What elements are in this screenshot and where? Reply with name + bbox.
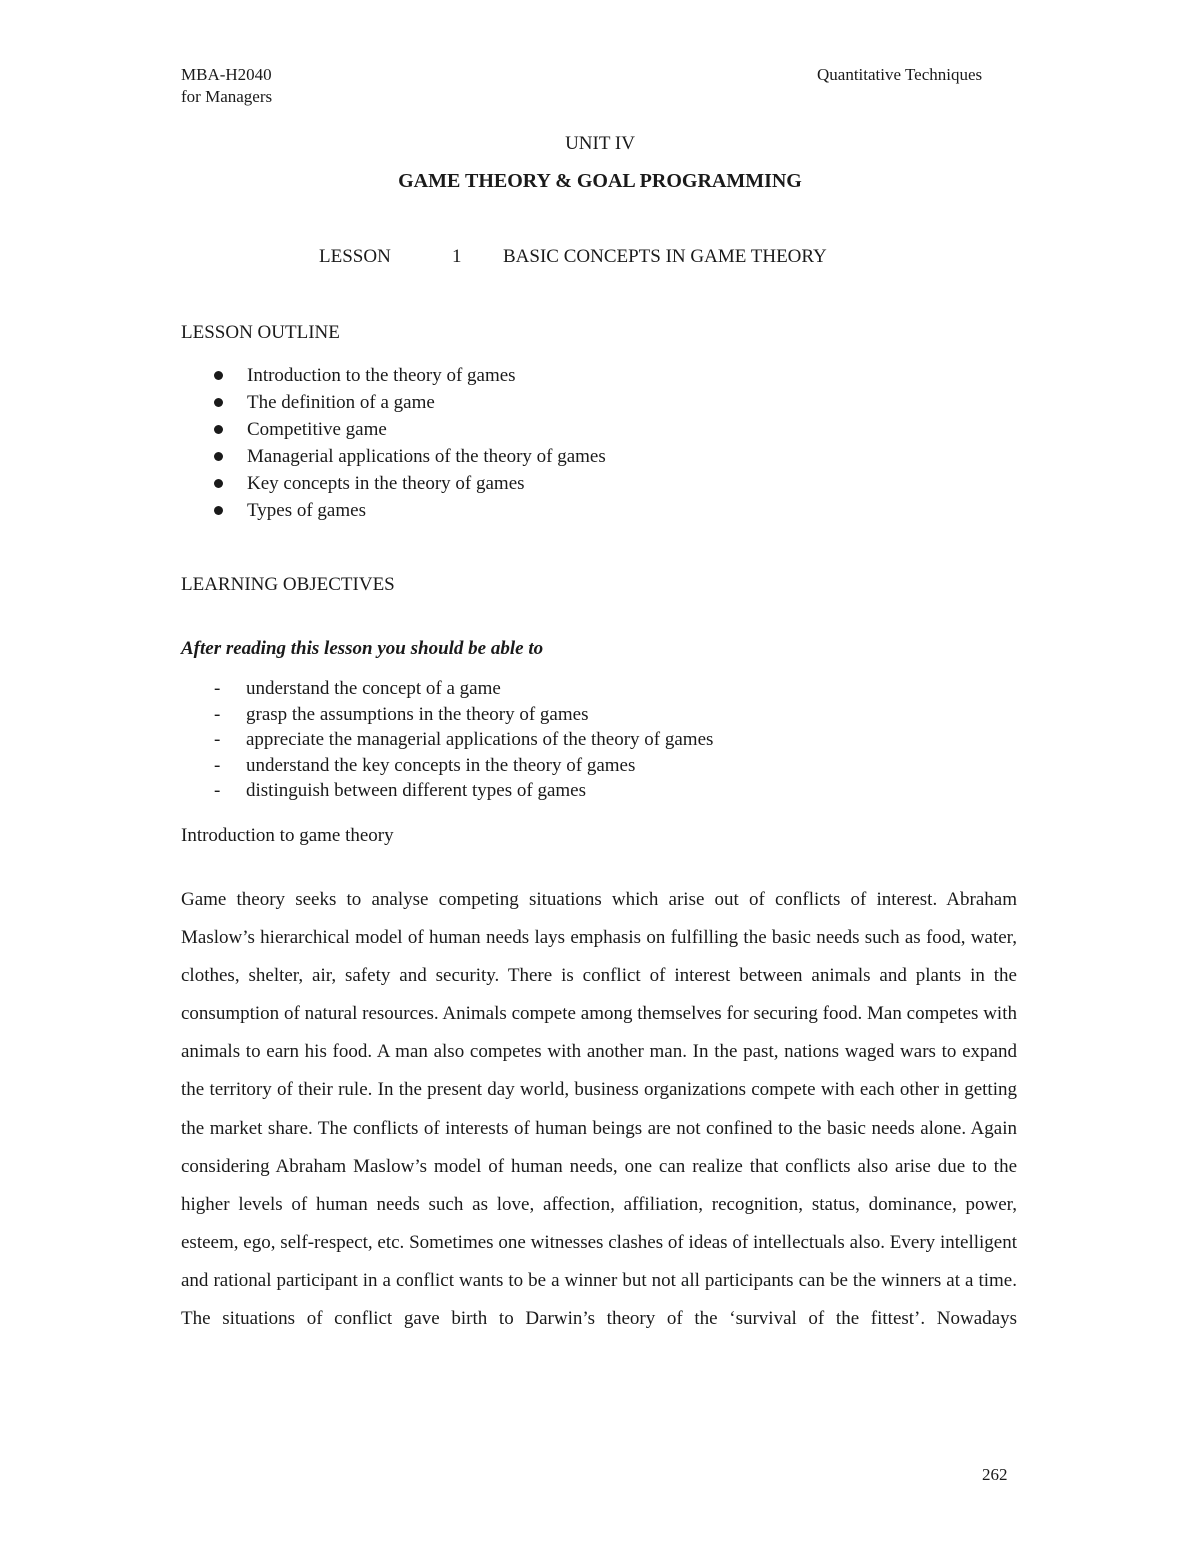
outline-item: [212, 470, 606, 497]
outline-item-text: The definition of a game: [247, 392, 435, 413]
outline-item-text: Competitive game: [247, 419, 387, 440]
dash-icon: -: [214, 703, 221, 725]
dash-icon: -: [214, 754, 221, 776]
introduction-heading: Introduction to game theory: [181, 825, 394, 846]
page-number: 262: [982, 1465, 1008, 1484]
course-title: Quantitative Techniques: [817, 65, 983, 84]
outline-list: [212, 362, 606, 524]
objective-item: [212, 753, 713, 779]
outline-item-text: Introduction to the theory of games: [247, 365, 516, 386]
outline-item-text: Managerial applications of the theory of games: [247, 446, 606, 467]
lesson-title: BASIC CONCEPTS IN GAME THEORY: [503, 246, 827, 267]
objective-item: [212, 676, 713, 702]
objective-item-text: appreciate the managerial applications of the theory of games: [246, 729, 714, 750]
outline-item: [212, 416, 606, 443]
introduction-body: Game theory seeks to analyse competing situations which arise out of conflicts of interest. Abraham Maslow’s hierarchical model of human needs lays emphasis on fulfilling the basic needs such as food, water, clothes, shelter, air, safety and security. There is conflict of interest between animals and plants in the consumption of natural resources. Animals compete among themselves for securing food. Man competes with animals to earn his food. A man also competes with another man. In the past, nations waged wars to expand the territory of their rule. In the present day world, business organizations compete with each other in getting the market share. The conflicts of interests of human beings are not confined to the basic needs alone. Again considering Abraham Maslow’s model of human needs, one can realize that conflicts also arise due to the higher levels of human needs such as love, affection, affiliation, recognition, status, dominance, power, esteem, ego, self-respect, etc. Sometimes one witnesses clashes of ideas of intellectuals also. Every intelligent and rational participant in a conflict wants to be a winner but not all participants can be the winners at a time. The situations of conflict gave birth to Darwin’s theory of the ‘survival of the fittest’. Nowadays: [181, 889, 1017, 1330]
bullet-icon: [214, 425, 223, 434]
objectives-heading: LEARNING OBJECTIVES: [181, 574, 395, 595]
course-code: MBA-H2040: [181, 65, 272, 84]
outline-item-text: Key concepts in the theory of games: [247, 473, 525, 494]
outline-item: [212, 443, 606, 470]
bullet-icon: [214, 398, 223, 407]
bullet-icon: [214, 479, 223, 488]
outline-item: [212, 362, 606, 389]
bullet-icon: [214, 371, 223, 380]
dash-icon: -: [214, 729, 221, 750]
lesson-word: LESSON: [319, 246, 391, 267]
bullet-icon: [214, 506, 223, 515]
objectives-list: [212, 676, 713, 804]
bullet-icon: [214, 452, 223, 461]
dash-icon: -: [214, 678, 221, 699]
course-title-continued: for Managers: [181, 87, 273, 106]
objectives-intro: After reading this lesson you should be able to: [181, 638, 544, 659]
unit-title: GAME THEORY & GOAL PROGRAMMING: [398, 170, 802, 192]
objective-item-text: understand the concept of a game: [246, 678, 501, 699]
outline-item: [212, 389, 606, 416]
unit-label: UNIT IV: [565, 133, 635, 154]
dash-icon: -: [214, 780, 221, 801]
objective-item-text: grasp the assumptions in the theory of games: [246, 703, 589, 725]
outline-item: [212, 497, 606, 524]
objective-item: [212, 778, 713, 804]
objective-item: [212, 727, 713, 753]
outline-heading: LESSON OUTLINE: [181, 322, 340, 343]
lesson-number: 1: [452, 246, 462, 267]
outline-item-text: Types of games: [247, 500, 366, 521]
objective-item: [212, 702, 713, 728]
header-left: [181, 64, 272, 108]
objective-item-text: understand the key concepts in the theory of games: [246, 754, 636, 776]
objective-item-text: distinguish between different types of games: [246, 780, 586, 801]
